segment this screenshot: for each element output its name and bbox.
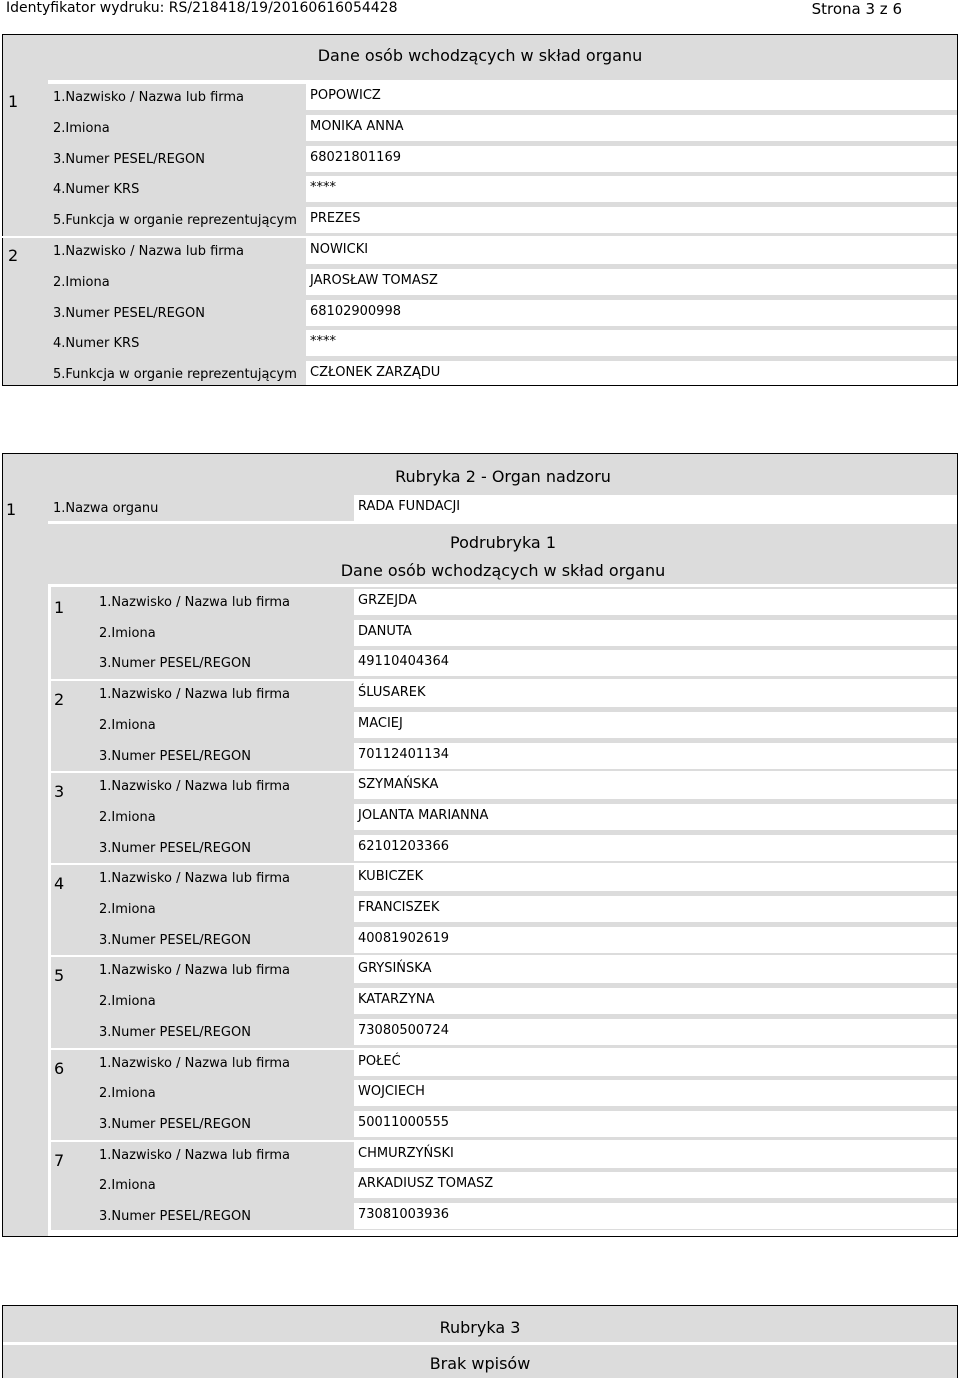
- person-index: 1: [8, 92, 19, 111]
- field-label: 1.Nazwisko / Nazwa lub firma: [99, 871, 291, 887]
- field-label: 2.Imiona: [99, 1178, 156, 1194]
- person-index: 3: [54, 782, 65, 802]
- field-label: 4.Numer KRS: [53, 182, 140, 197]
- field-label: 2.Imiona: [99, 717, 156, 733]
- field-value: ARKADIUSZ TOMASZ: [354, 1172, 957, 1198]
- field-value: 62101203366: [354, 835, 957, 861]
- field-value: MACIEJ: [354, 712, 957, 738]
- section-3-title: Rubryka 3: [439, 1318, 521, 1337]
- field-label: 3.Numer PESEL/REGON: [99, 748, 251, 764]
- field-value: WOJCIECH: [354, 1080, 957, 1106]
- section-supervisory-title: Rubryka 2 - Organ nadzoru: [395, 467, 611, 486]
- field-label: 1.Nazwisko / Nazwa lub firma: [99, 1147, 291, 1163]
- field-label: 2.Imiona: [53, 121, 110, 136]
- field-label: 1.Nazwisko / Nazwa lub firma: [99, 779, 291, 795]
- person-index: 4: [54, 874, 65, 894]
- organ-name-label: 1.Nazwa organu: [53, 501, 159, 516]
- field-label: 5.Funkcja w organie reprezentującym: [53, 213, 297, 228]
- field-label: 2.Imiona: [99, 625, 156, 641]
- person-index: 5: [54, 966, 65, 986]
- field-label: 3.Numer PESEL/REGON: [99, 656, 251, 672]
- field-value: FRANCISZEK: [354, 896, 957, 922]
- field-label: 1.Nazwisko / Nazwa lub firma: [53, 244, 245, 259]
- field-value: PREZES: [306, 207, 957, 233]
- field-value: ****: [306, 176, 957, 202]
- field-value: 40081902619: [354, 927, 957, 953]
- field-label: 5.Funkcja w organie reprezentującym: [53, 367, 297, 382]
- section-persons-title: Dane osób wchodzących w skład organu: [317, 46, 643, 65]
- field-label: 1.Nazwisko / Nazwa lub firma: [99, 687, 291, 703]
- person-index: 2: [54, 690, 65, 710]
- field-label: 3.Numer PESEL/REGON: [99, 932, 251, 948]
- field-value: 49110404364: [354, 650, 957, 676]
- field-value: KUBICZEK: [354, 865, 957, 891]
- field-value: 68021801169: [306, 146, 957, 172]
- field-value: JOLANTA MARIANNA: [354, 804, 957, 830]
- no-entries-text: Brak wpisów: [429, 1354, 531, 1373]
- field-label: 3.Numer PESEL/REGON: [99, 1209, 251, 1224]
- field-value: 73081003936: [354, 1203, 957, 1229]
- field-label: 1.Nazwisko / Nazwa lub firma: [99, 963, 291, 979]
- field-value: JAROSŁAW TOMASZ: [306, 269, 957, 295]
- field-label: 1.Nazwisko / Nazwa lub firma: [53, 90, 245, 105]
- field-value: 50011000555: [354, 1111, 957, 1137]
- field-value: ŚLUSAREK: [354, 681, 957, 707]
- field-label: 3.Numer PESEL/REGON: [53, 152, 205, 167]
- field-label: 4.Numer KRS: [53, 336, 140, 351]
- field-label: 2.Imiona: [99, 994, 156, 1010]
- field-value: DANUTA: [354, 620, 957, 646]
- field-value: CZŁONEK ZARZĄDU: [306, 361, 957, 385]
- field-value: KATARZYNA: [354, 988, 957, 1014]
- field-label: 2.Imiona: [53, 275, 110, 290]
- print-identifier: Identyfikator wydruku: RS/218418/19/20160616054428: [6, 0, 398, 16]
- field-value: GRYSIŃSKA: [354, 957, 957, 983]
- field-value: 73080500724: [354, 1019, 957, 1045]
- organ-name-value: RADA FUNDACJI: [354, 495, 957, 521]
- person-index: 2: [8, 246, 19, 265]
- field-value: POŁEĆ: [354, 1050, 957, 1076]
- field-label: 3.Numer PESEL/REGON: [99, 1116, 251, 1132]
- field-value: ****: [306, 330, 957, 356]
- field-label: 2.Imiona: [99, 809, 156, 825]
- person-index: 1: [54, 598, 65, 617]
- person-index: 7: [54, 1150, 65, 1170]
- field-value: CHMURZYŃSKI: [354, 1142, 957, 1168]
- field-label: 3.Numer PESEL/REGON: [99, 1024, 251, 1040]
- field-label: 3.Numer PESEL/REGON: [99, 840, 251, 856]
- field-value: 68102900998: [306, 300, 957, 326]
- field-value: NOWICKI: [306, 238, 957, 264]
- field-value: SZYMAŃSKA: [354, 773, 957, 799]
- person-index: 6: [54, 1058, 65, 1078]
- field-label: 1.Nazwisko / Nazwa lub firma: [99, 595, 291, 610]
- field-label: 2.Imiona: [99, 1086, 156, 1102]
- field-value: 70112401134: [354, 743, 957, 769]
- field-label: 1.Nazwisko / Nazwa lub firma: [99, 1055, 291, 1071]
- field-label: 2.Imiona: [99, 902, 156, 917]
- subsection-subtitle: Dane osób wchodzących w skład organu: [340, 561, 666, 580]
- page-number: Strona 3 z 6: [811, 0, 902, 18]
- field-label: 3.Numer PESEL/REGON: [53, 306, 205, 321]
- field-value: GRZEJDA: [354, 589, 957, 615]
- organ-index: 1: [6, 500, 17, 519]
- field-value: POPOWICZ: [306, 84, 957, 110]
- field-value: MONIKA ANNA: [306, 115, 957, 141]
- print-header: [0, 0, 960, 18]
- subsection-title: Podrubryka 1: [450, 533, 556, 552]
